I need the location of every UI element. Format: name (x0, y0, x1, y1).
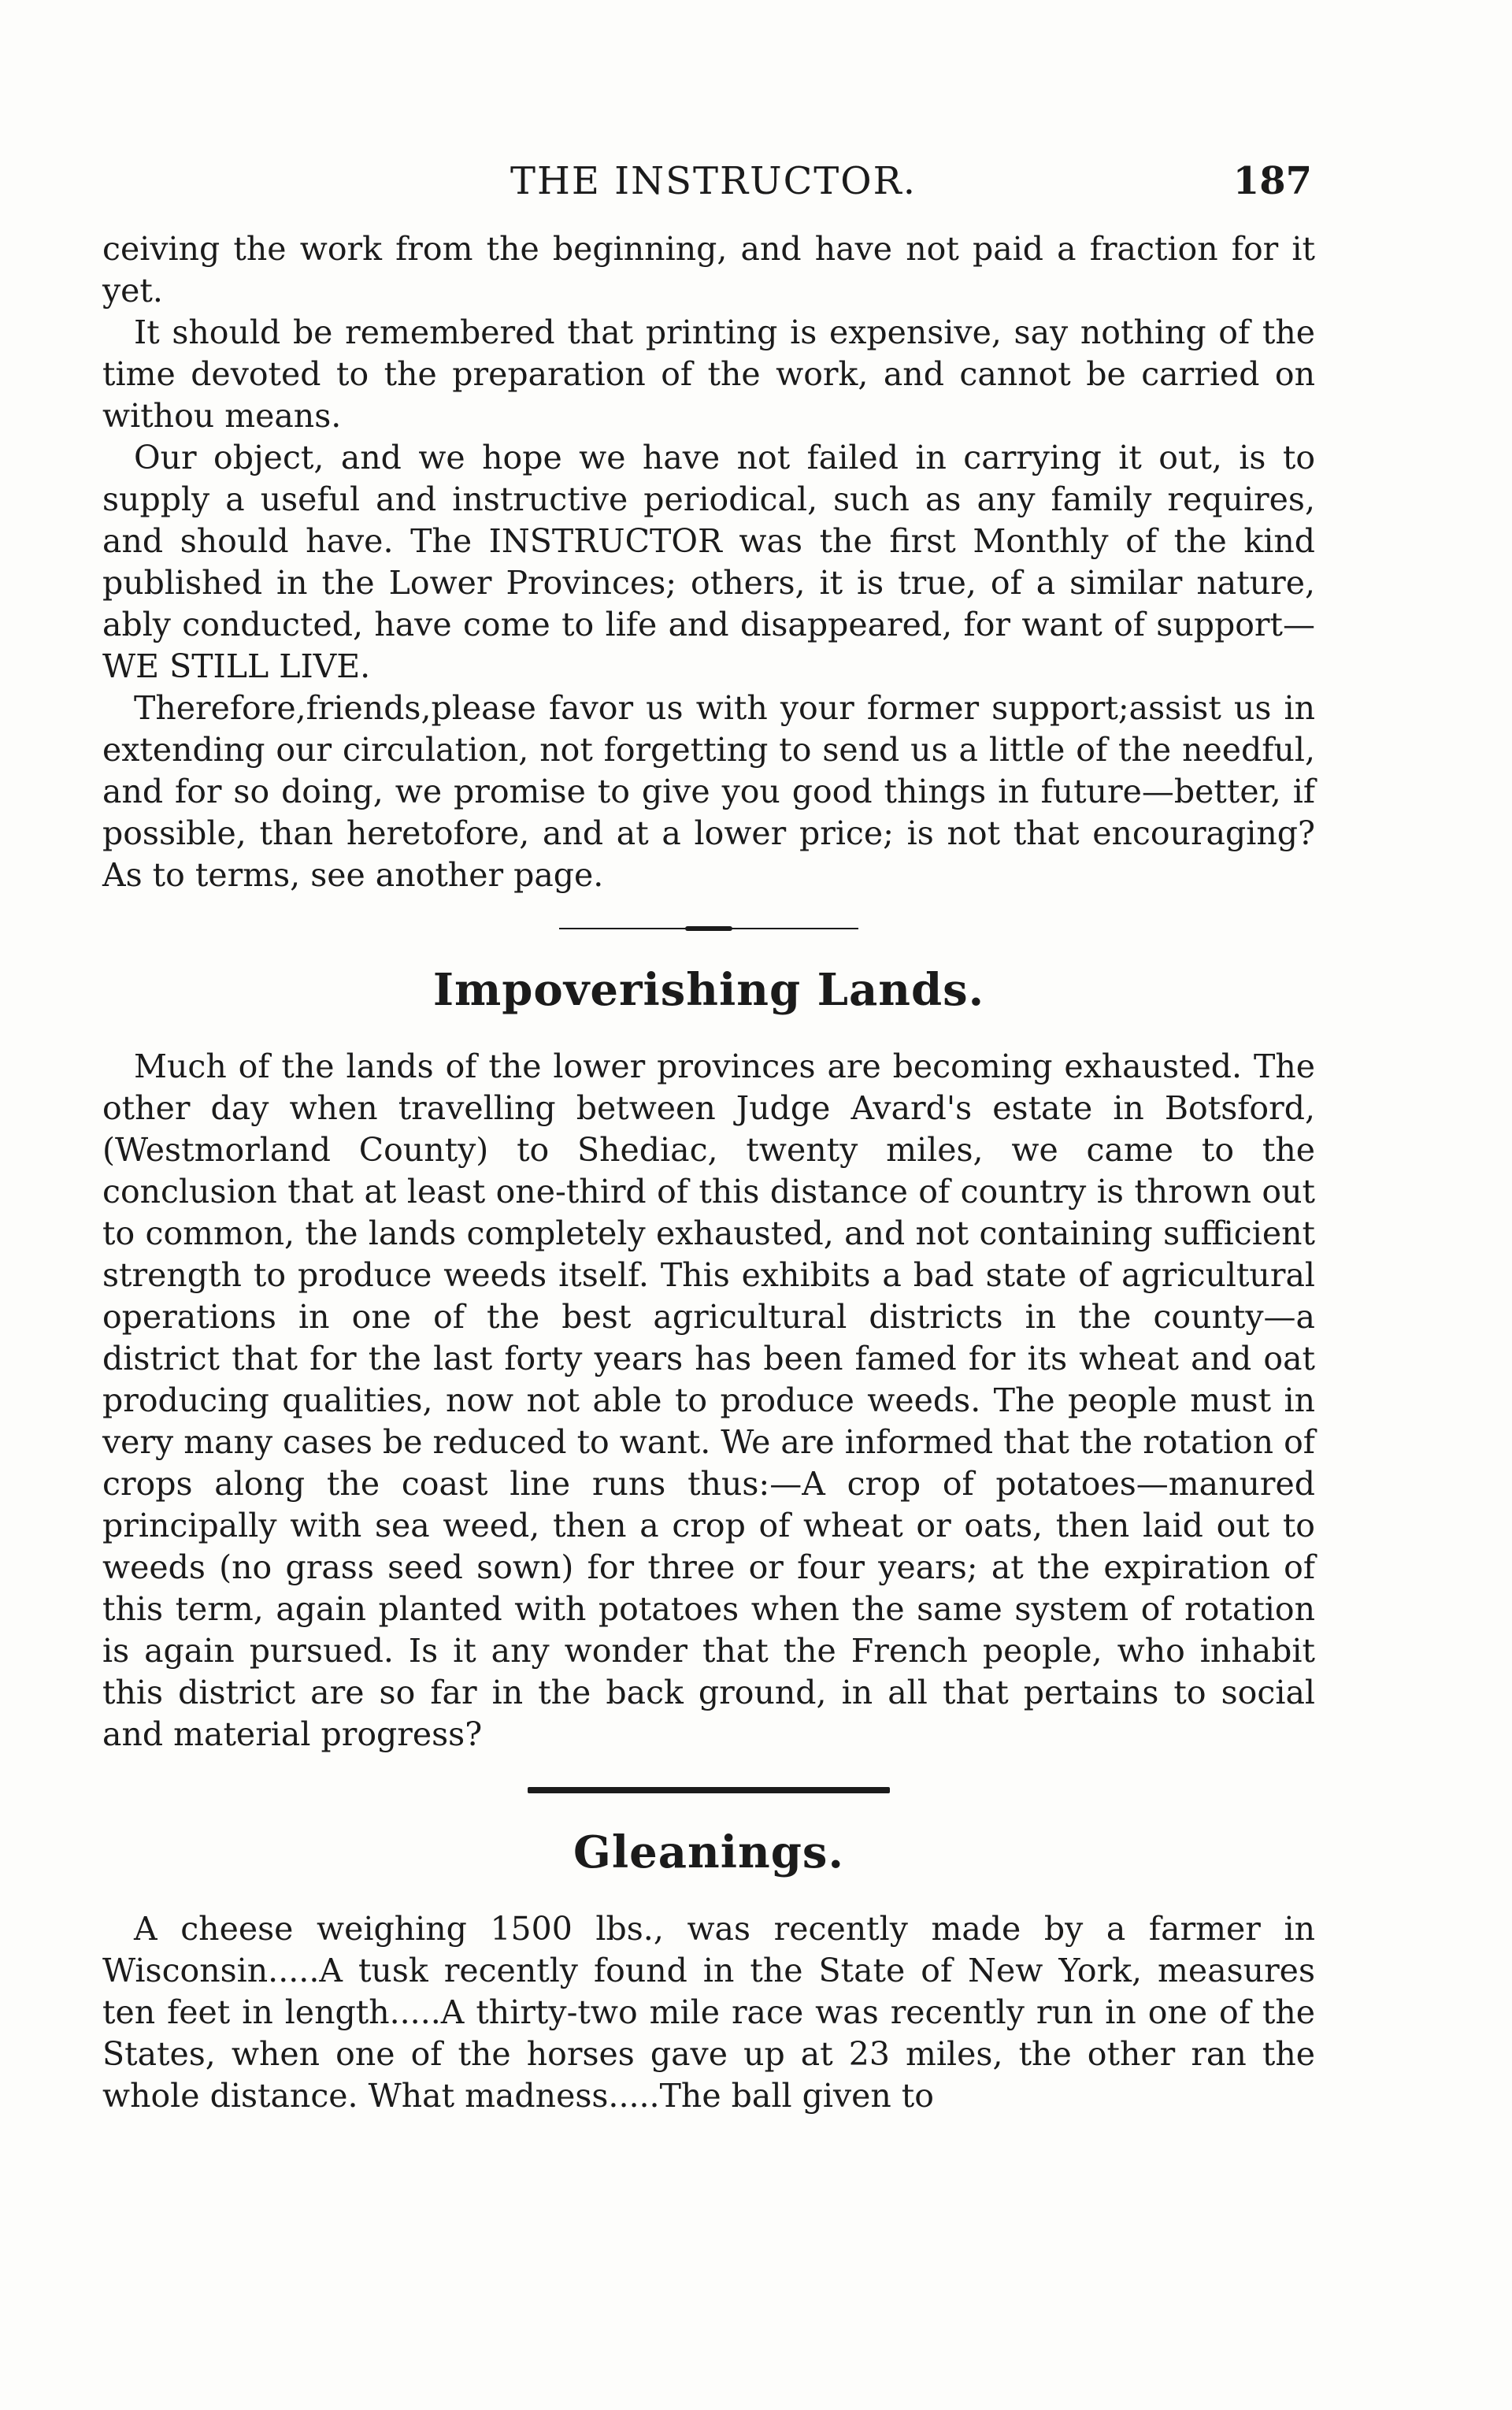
ornamental-divider (559, 926, 858, 931)
section-title-impoverishing-lands: Impoverishing Lands. (432, 964, 985, 1016)
paragraph-our-object: Our object, and we hope we have not failed in carrying it out, is to supply a useful and instructive periodical, such as any family requires, and should have. The INSTRUCTOR was the first Monthly of the kind published in the Lower Provinces; others, it is true, of a similar nature, ably conducted, have come to life and disappeared, for want of support—WE STILL LIVE. (102, 439, 1315, 685)
section-title-gleanings: Gleanings. (573, 1826, 844, 1878)
journal-title: THE INSTRUCTOR. (510, 159, 917, 203)
paragraph-impoverishing-lands: Much of the lands of the lower provinces are becoming exhausted. The other day when travelling between Judge Avard's estate in Botsford, (Westmorland County) to Shediac, twenty miles, we came to the conclusion that at least one-third of this distance of country is thrown out to common, the lands completely exhausted, and not containing sufficient strength to produce weeds itself. This exhibits a bad state of agricultural operations in one of the best agricultural districts in the county—a district that for the last forty years has been famed for its wheat and oat producing qualities, now not able to produce weeds. The people must in very many cases be reduced to want. We are informed that the rotation of crops along the coast line runs thus:—A crop of potatoes—manured principally with sea weed, then a crop of wheat or oats, then laid out to weeds (no grass seed sown) for three or four years; at the expiration of this term, again planted with potatoes when the same system of rotation is again pursued. Is it any wonder that the French people, who inhabit this district are so far in the back ground, in all that pertains to social and material progress? (102, 1047, 1315, 1753)
paragraph-continued: ceiving the work from the beginning, and have not paid a fraction for it yet. (102, 230, 1315, 310)
divider-ornament (685, 926, 732, 931)
running-header (115, 150, 1312, 213)
paragraph-appeal: Therefore,friends,please favor us with your former support;assist us in extending our circulation, not forgetting to send us a little of the needful, and for so doing, we promise to give you good things in future—better, if possible, than heretofore, and at a lower price; is not that encouraging? As to terms, see another page. (102, 689, 1315, 894)
paragraph-gleanings: A cheese weighing 1500 lbs., was recently made by a farmer in Wisconsin.....A tusk recently found in the State of New York, measures ten feet in length.....A thirty-two mile race was recently run in one of the States, when one of the horses gave up at 23 miles, the other ran the whole distance. What madness.....The ball given to (102, 1910, 1315, 2115)
section-rule (528, 1787, 890, 1793)
page-body (102, 228, 1315, 2117)
page-number: 187 (1232, 159, 1312, 203)
paragraph-printing-cost: It should be remembered that printing is expensive, say nothing of the time devoted to the preparation of the work, and cannot be carried on withou means. (102, 313, 1315, 435)
